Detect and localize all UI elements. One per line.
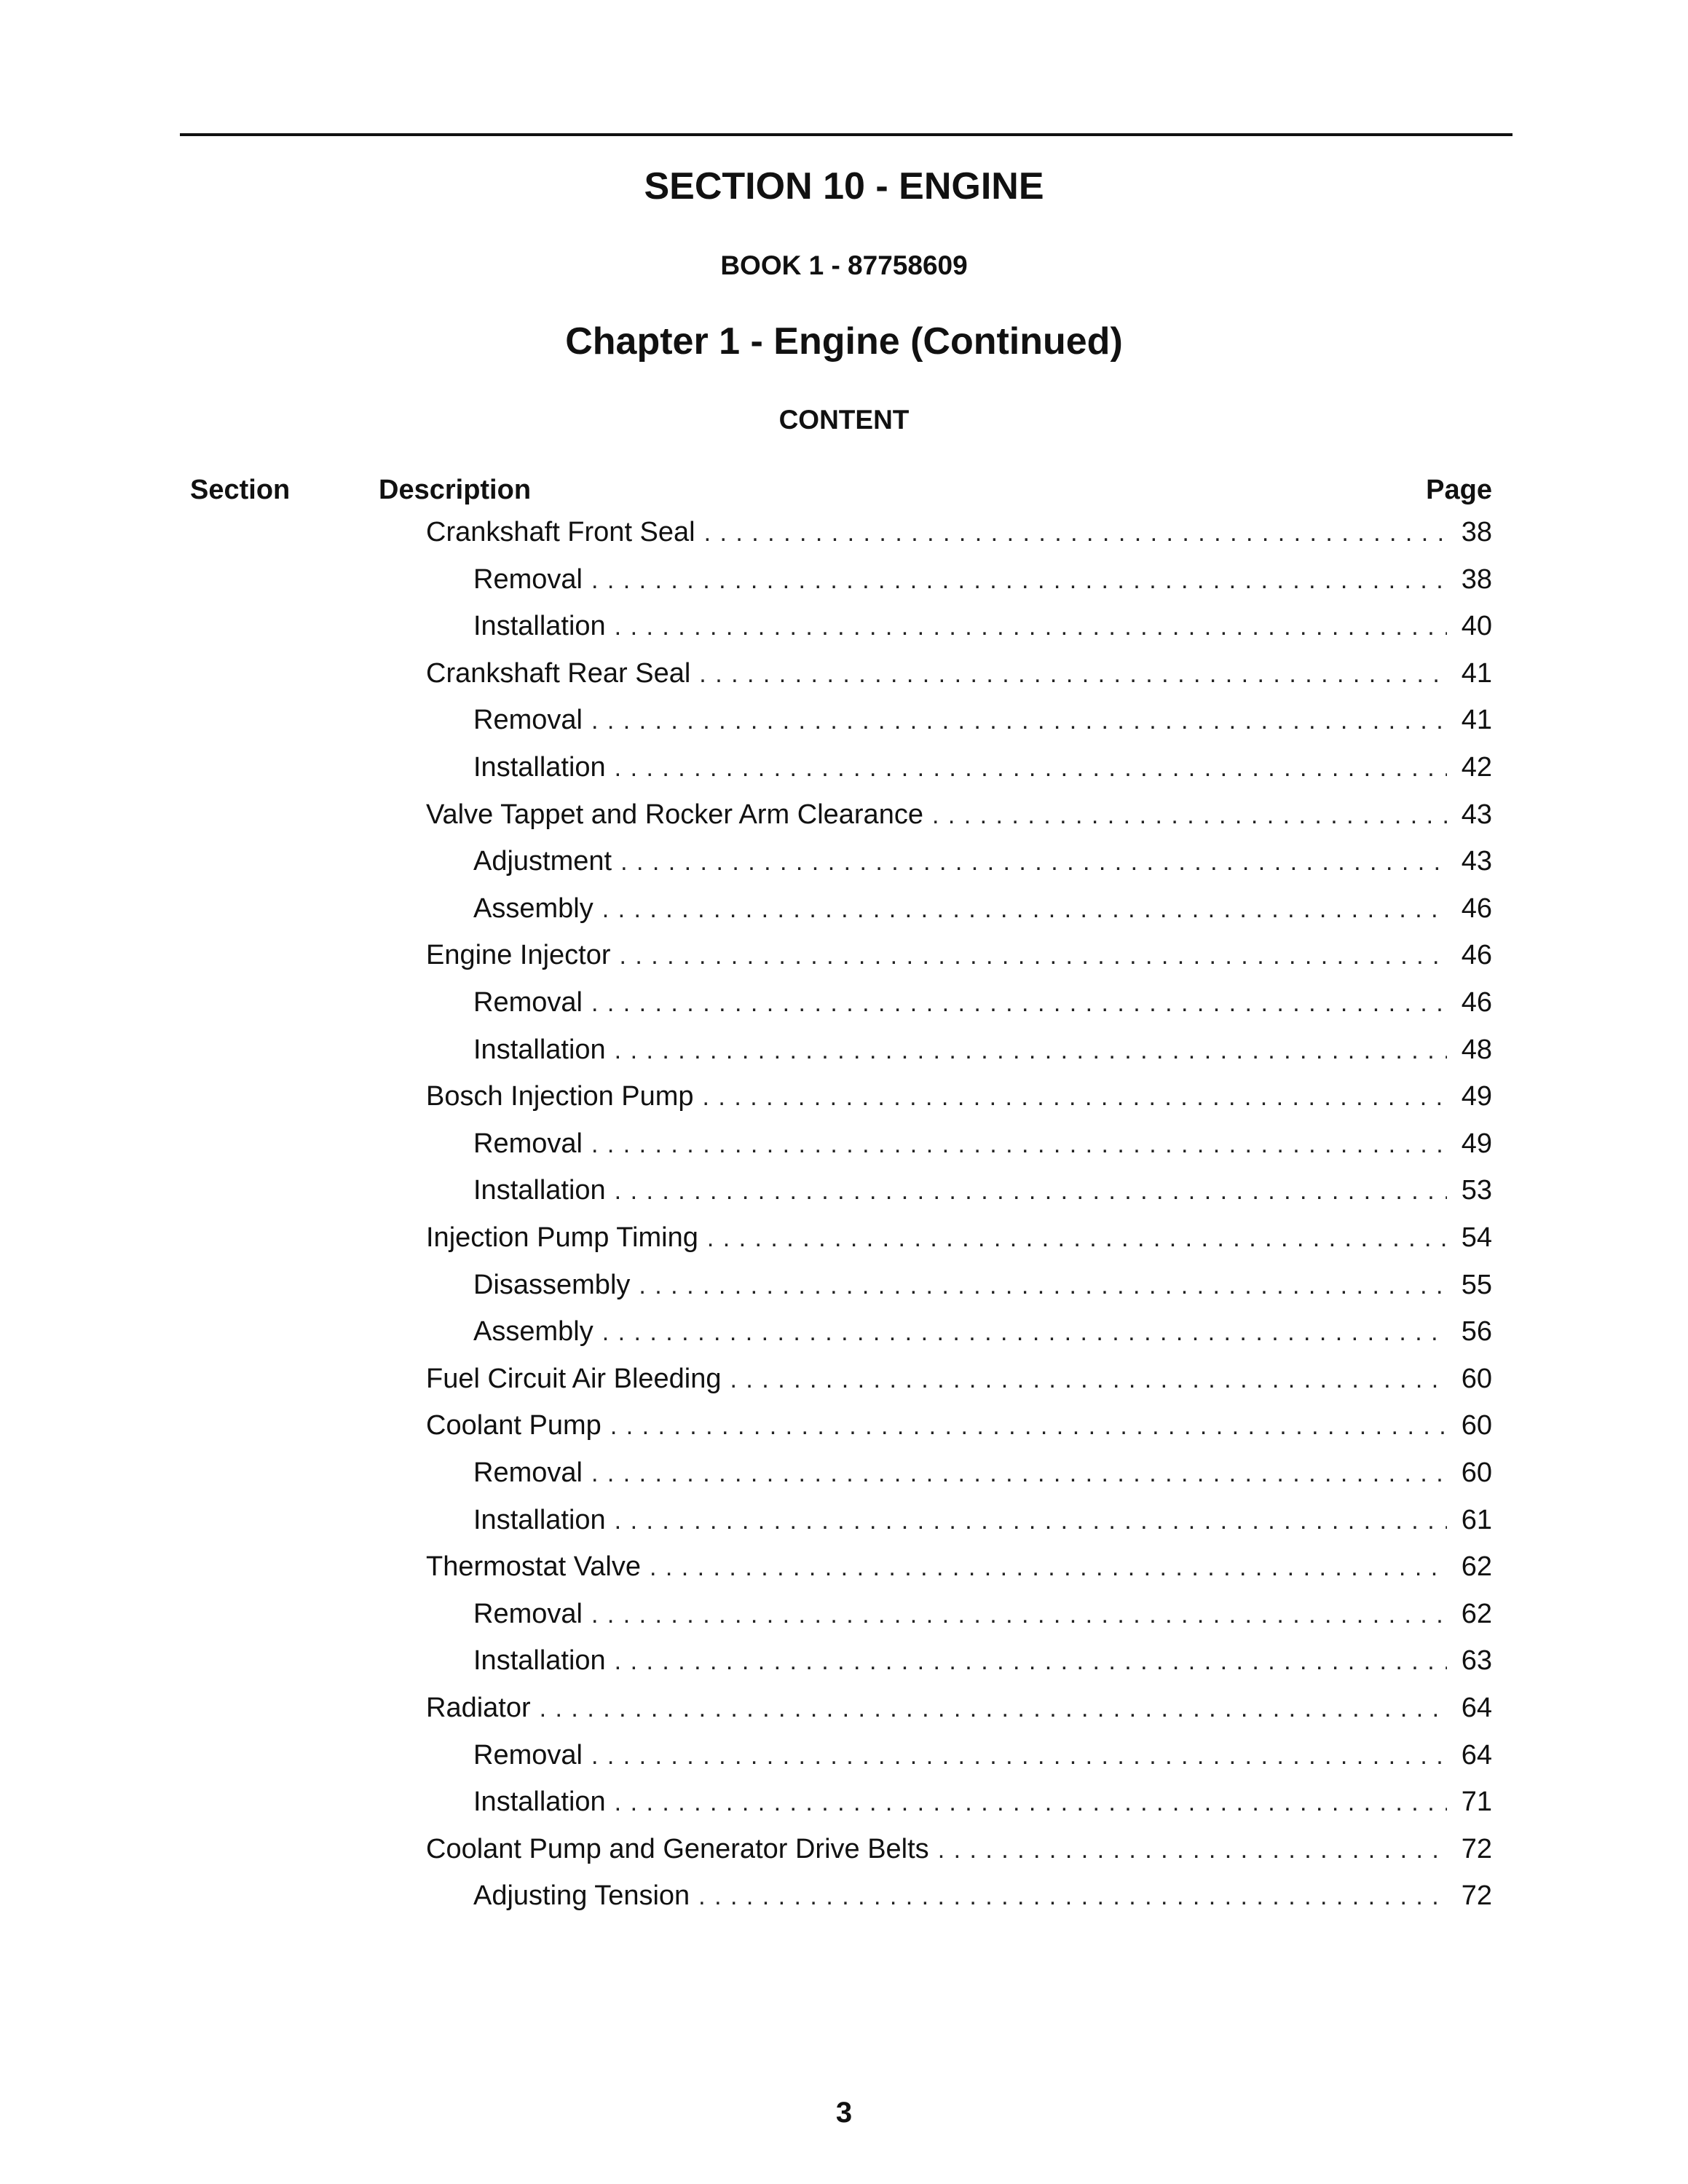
dot-leader	[938, 1832, 1447, 1868]
toc-entry[interactable]	[426, 1219, 1492, 1256]
dot-leader	[591, 703, 1447, 739]
toc-entry-title: Coolant Pump and Generator Drive Belts	[426, 1833, 929, 1864]
dot-leader	[650, 1549, 1447, 1586]
toc-entry-page: 62	[1461, 1598, 1492, 1629]
dot-leader	[620, 938, 1448, 974]
toc-subentry[interactable]	[473, 1502, 1492, 1538]
toc-entry-page: 40	[1461, 611, 1492, 642]
dot-leader	[704, 515, 1447, 551]
dot-leader	[615, 1503, 1447, 1539]
toc-entry-title: Crankshaft Rear Seal	[426, 657, 691, 689]
toc-subentry[interactable]	[473, 984, 1492, 1021]
dot-leader	[703, 1079, 1447, 1115]
toc-entry-page: 53	[1461, 1175, 1492, 1206]
dot-leader	[615, 1784, 1447, 1821]
toc-entry-title: Installation	[473, 752, 606, 783]
dot-leader	[591, 1738, 1447, 1774]
column-header-description: Description	[379, 475, 532, 505]
toc-entry-title: Adjusting Tension	[473, 1880, 690, 1912]
toc-entry-title: Installation	[473, 1034, 606, 1065]
dot-leader	[932, 797, 1447, 834]
chapter-title: Chapter 1 - Engine (Continued)	[565, 320, 1123, 363]
toc-entry-page: 55	[1461, 1269, 1492, 1300]
dot-leader	[730, 1361, 1447, 1398]
toc-entry-page: 49	[1461, 1128, 1492, 1159]
toc-entry-title: Crankshaft Front Seal	[426, 517, 695, 547]
toc-entry-page: 72	[1461, 1833, 1492, 1864]
toc-entry-page: 48	[1461, 1034, 1492, 1065]
dot-leader	[620, 844, 1447, 880]
toc-entry-page: 38	[1461, 517, 1492, 547]
toc-entry-title: Removal	[473, 987, 583, 1018]
toc-subentry[interactable]	[473, 1455, 1492, 1491]
toc-entry[interactable]	[426, 796, 1492, 833]
toc-entry-title: Radiator	[426, 1693, 531, 1723]
toc-entry-page: 62	[1461, 1551, 1492, 1583]
dot-leader	[698, 1878, 1447, 1915]
dot-leader	[615, 1032, 1447, 1069]
toc-entry[interactable]	[426, 1361, 1492, 1397]
toc-entry-title: Removal	[473, 1598, 583, 1629]
toc-subentry[interactable]	[473, 1596, 1492, 1632]
toc-entry-title: Adjustment	[473, 846, 612, 877]
column-header-section: Section	[190, 475, 291, 505]
toc-subentry[interactable]	[473, 1267, 1492, 1303]
toc-entry-title: Engine Injector	[426, 940, 611, 971]
section-title: SECTION 10 - ENGINE	[644, 165, 1044, 207]
column-header-page: Page	[1426, 475, 1492, 505]
toc-entry-page: 56	[1461, 1316, 1492, 1348]
toc-entry-title: Injection Pump Timing	[426, 1222, 698, 1253]
toc-entry-title: Installation	[473, 1175, 606, 1206]
toc-entry-title: Removal	[473, 1457, 583, 1488]
top-rule	[180, 133, 1513, 136]
toc-entry-title: Assembly	[473, 1316, 593, 1348]
toc-entry-page: 46	[1461, 893, 1492, 924]
toc-entry-page: 41	[1461, 705, 1492, 736]
toc-subentry[interactable]	[473, 1125, 1492, 1162]
toc-entry-page: 54	[1461, 1222, 1492, 1253]
toc-entry-page: 43	[1461, 799, 1492, 830]
toc-subentry[interactable]	[473, 1737, 1492, 1773]
dot-leader	[591, 1597, 1447, 1633]
toc-entry[interactable]	[426, 937, 1492, 973]
toc-entry-title: Coolant Pump	[426, 1410, 602, 1441]
toc-entry-title: Assembly	[473, 893, 593, 924]
page-number: 3	[835, 2097, 853, 2129]
toc-entry-page: 64	[1461, 1739, 1492, 1770]
content-heading: CONTENT	[778, 405, 910, 435]
dot-leader	[699, 656, 1447, 692]
toc-entry-page: 46	[1461, 940, 1492, 971]
dot-leader	[591, 1455, 1447, 1492]
toc-entry[interactable]	[426, 1548, 1492, 1585]
toc-entry-page: 60	[1461, 1457, 1492, 1488]
dot-leader	[615, 1173, 1447, 1209]
toc-entry-title: Removal	[473, 563, 583, 595]
toc-entry-title: Disassembly	[473, 1269, 631, 1300]
toc-subentry[interactable]	[473, 1172, 1492, 1208]
toc-entry-title: Fuel Circuit Air Bleeding	[426, 1363, 722, 1394]
toc-entry[interactable]	[426, 1407, 1492, 1444]
toc-entry-title: Removal	[473, 1739, 583, 1770]
toc-entry-page: 63	[1461, 1645, 1492, 1677]
toc-subentry[interactable]	[473, 890, 1492, 927]
toc-entry-page: 42	[1461, 752, 1492, 783]
toc-entry-page: 38	[1461, 563, 1492, 595]
toc-entry-page: 64	[1461, 1693, 1492, 1723]
dot-leader	[610, 1408, 1447, 1444]
toc-entry-page: 43	[1461, 846, 1492, 877]
toc-subentry[interactable]	[473, 608, 1492, 644]
toc-entry[interactable]	[426, 514, 1492, 550]
book-number: BOOK 1 - 87758609	[720, 250, 968, 280]
dot-leader	[615, 750, 1447, 786]
toc-entry-title: Removal	[473, 1128, 583, 1159]
dot-leader	[591, 1126, 1447, 1163]
toc-subentry[interactable]	[473, 1313, 1492, 1350]
toc-entry-title: Thermostat Valve	[426, 1551, 641, 1583]
toc-subentry[interactable]	[473, 1784, 1492, 1820]
toc-entry[interactable]	[426, 1690, 1492, 1726]
dot-leader	[639, 1267, 1447, 1304]
toc-subentry[interactable]	[473, 749, 1492, 786]
toc-entry-title: Installation	[473, 611, 606, 642]
toc-entry-page: 60	[1461, 1363, 1492, 1394]
toc-entry-title: Bosch Injection Pump	[426, 1081, 694, 1112]
dot-leader	[591, 985, 1447, 1021]
toc-entry-page: 41	[1461, 657, 1492, 689]
toc-entry[interactable]	[426, 655, 1492, 692]
dot-leader	[615, 1643, 1447, 1679]
dot-leader	[591, 562, 1447, 598]
toc-entry[interactable]	[426, 1831, 1492, 1867]
dot-leader	[540, 1690, 1447, 1727]
dot-leader	[602, 891, 1447, 927]
toc-subentry[interactable]	[473, 1642, 1492, 1679]
toc-entry-title: Installation	[473, 1645, 606, 1677]
toc-subentry[interactable]	[473, 702, 1492, 738]
toc-entry-page: 71	[1461, 1787, 1492, 1818]
toc-subentry[interactable]	[473, 843, 1492, 879]
toc-subentry[interactable]	[473, 1878, 1492, 1914]
toc-entry-page: 60	[1461, 1410, 1492, 1441]
toc-entry[interactable]	[426, 1078, 1492, 1115]
dot-leader	[602, 1314, 1447, 1350]
toc-entry-page: 61	[1461, 1504, 1492, 1535]
toc-entry-title: Valve Tappet and Rocker Arm Clearance	[426, 799, 923, 830]
toc-subentry[interactable]	[473, 561, 1492, 598]
toc-entry-page: 72	[1461, 1880, 1492, 1912]
toc-subentry[interactable]	[473, 1032, 1492, 1068]
toc-entry-title: Installation	[473, 1787, 606, 1818]
dot-leader	[707, 1220, 1447, 1257]
toc-entry-page: 46	[1461, 987, 1492, 1018]
toc-entry-page: 49	[1461, 1081, 1492, 1112]
toc-entry-title: Removal	[473, 705, 583, 736]
toc-entry-title: Installation	[473, 1504, 606, 1535]
dot-leader	[615, 609, 1447, 645]
